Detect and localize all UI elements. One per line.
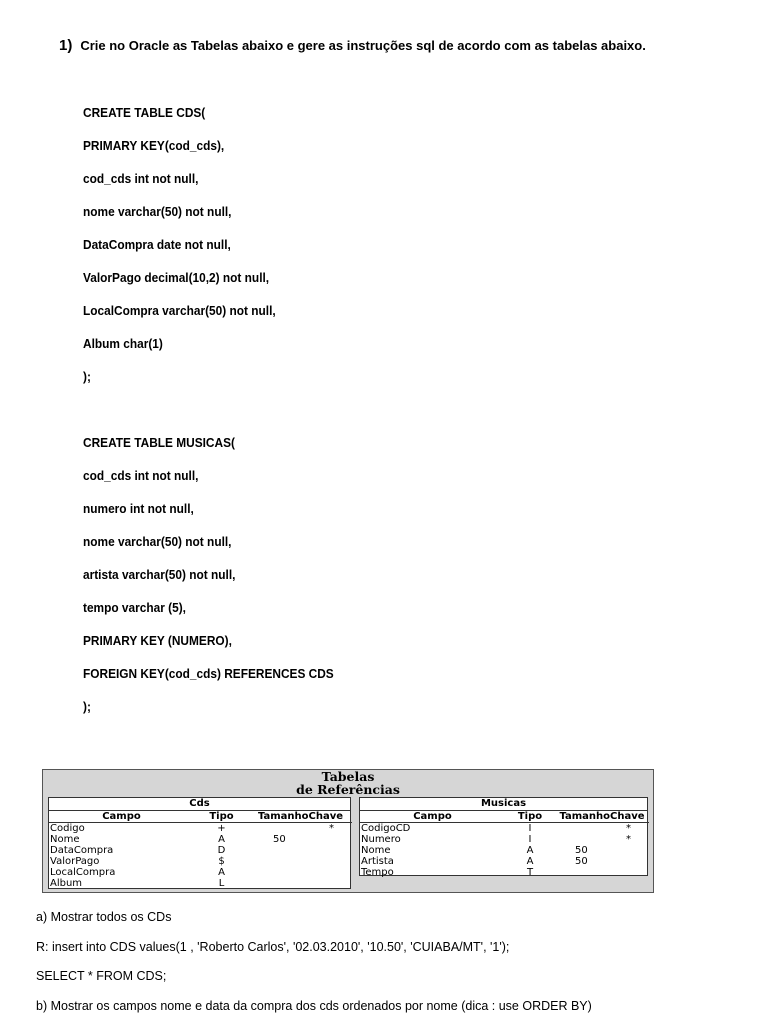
column-header: TamanhoChave <box>249 811 352 823</box>
cds-fields-table <box>49 811 352 889</box>
cds-table-name: Cds <box>49 798 350 811</box>
code-line: ); <box>83 370 91 384</box>
code-line: nome varchar(50) not null, <box>83 535 232 549</box>
field-size: 50 <box>575 845 588 856</box>
exercise-b: b) Mostrar os campos nome e data da compra dos cds ordenados por nome (dica : use ORDER BY) <box>36 999 592 1013</box>
column-header: Tipo <box>505 811 555 823</box>
field-type: A <box>526 856 534 867</box>
table-row <box>360 845 649 856</box>
table-row <box>360 867 649 878</box>
table-row <box>49 867 352 878</box>
code-line: PRIMARY KEY (NUMERO), <box>83 634 232 648</box>
table-header-row <box>49 811 352 823</box>
table-row <box>49 878 352 889</box>
field-name: Nome <box>361 845 391 856</box>
field-size: 50 <box>575 856 588 867</box>
code-line: cod_cds int not null, <box>83 469 199 483</box>
field-name: Album <box>50 878 83 889</box>
field-type: $ <box>218 856 225 867</box>
code-line: numero int not null, <box>83 502 194 516</box>
code-line: PRIMARY KEY(cod_cds), <box>83 139 225 153</box>
code-line: FOREIGN KEY(cod_cds) REFERENCES CDS <box>83 667 334 681</box>
field-type: T <box>526 867 534 878</box>
table-row <box>49 823 352 835</box>
table-row <box>360 823 649 835</box>
question-number: 1) <box>59 37 73 54</box>
field-name: Numero <box>361 834 401 845</box>
field-type: D <box>217 845 226 856</box>
field-type: A <box>526 845 534 856</box>
musicas-table-name: Musicas <box>360 798 647 811</box>
column-header: Campo <box>360 811 505 823</box>
field-size: 50 <box>273 834 286 845</box>
code-line: ValorPago decimal(10,2) not null, <box>83 271 270 285</box>
table-row <box>360 856 649 867</box>
table-row <box>49 856 352 867</box>
question-text: Crie no Oracle as Tabelas abaixo e gere as instruções sql de acordo com as tabelas abaixo. <box>80 38 646 53</box>
musicas-fields-table <box>360 811 649 878</box>
code-line: CREATE TABLE MUSICAS( <box>83 436 235 450</box>
table-header-row <box>360 811 649 823</box>
code-line: nome varchar(50) not null, <box>83 205 232 219</box>
field-type: I <box>528 823 532 834</box>
code-line: ); <box>83 700 91 714</box>
cds-table <box>48 797 351 889</box>
field-key: * <box>329 823 334 834</box>
table-row <box>49 845 352 856</box>
field-type: A <box>218 867 225 878</box>
musicas-table <box>359 797 648 876</box>
question-heading <box>59 37 646 54</box>
column-header: Campo <box>49 811 194 823</box>
code-line: cod_cds int not null, <box>83 172 199 186</box>
answer-select: SELECT * FROM CDS; <box>36 969 167 983</box>
field-name: Nome <box>50 834 80 845</box>
field-name: CodigoCD <box>361 823 411 834</box>
code-line: Album char(1) <box>83 337 163 351</box>
table-row <box>49 834 352 845</box>
field-key: * <box>626 834 631 845</box>
field-name: ValorPago <box>50 856 100 867</box>
field-name: Codigo <box>50 823 85 834</box>
reference-title: Tabelas <box>321 769 375 784</box>
code-line: artista varchar(50) not null, <box>83 568 236 582</box>
exercise-a: a) Mostrar todos os CDs <box>36 910 172 924</box>
answer-insert: R: insert into CDS values(1 , 'Roberto Carlos', '02.03.2010', '10.50', 'CUIABA/MT', '1'); <box>36 940 510 954</box>
field-name: DataCompra <box>50 845 114 856</box>
column-header: Tipo <box>194 811 249 823</box>
field-type: + <box>217 823 226 834</box>
code-line: DataCompra date not null, <box>83 238 231 252</box>
code-line: tempo varchar (5), <box>83 601 186 615</box>
table-row <box>360 834 649 845</box>
field-name: Artista <box>361 856 394 867</box>
reference-tables <box>42 769 654 893</box>
field-type: A <box>218 834 225 845</box>
field-name: LocalCompra <box>50 867 116 878</box>
column-header: TamanhoChave <box>555 811 649 823</box>
field-type: I <box>528 834 532 845</box>
field-key: * <box>626 823 631 834</box>
code-line: LocalCompra varchar(50) not null, <box>83 304 276 318</box>
field-name: Tempo <box>361 867 394 878</box>
field-type: L <box>218 878 225 889</box>
reference-subtitle: de Referências <box>296 782 400 797</box>
code-line: CREATE TABLE CDS( <box>83 106 206 120</box>
